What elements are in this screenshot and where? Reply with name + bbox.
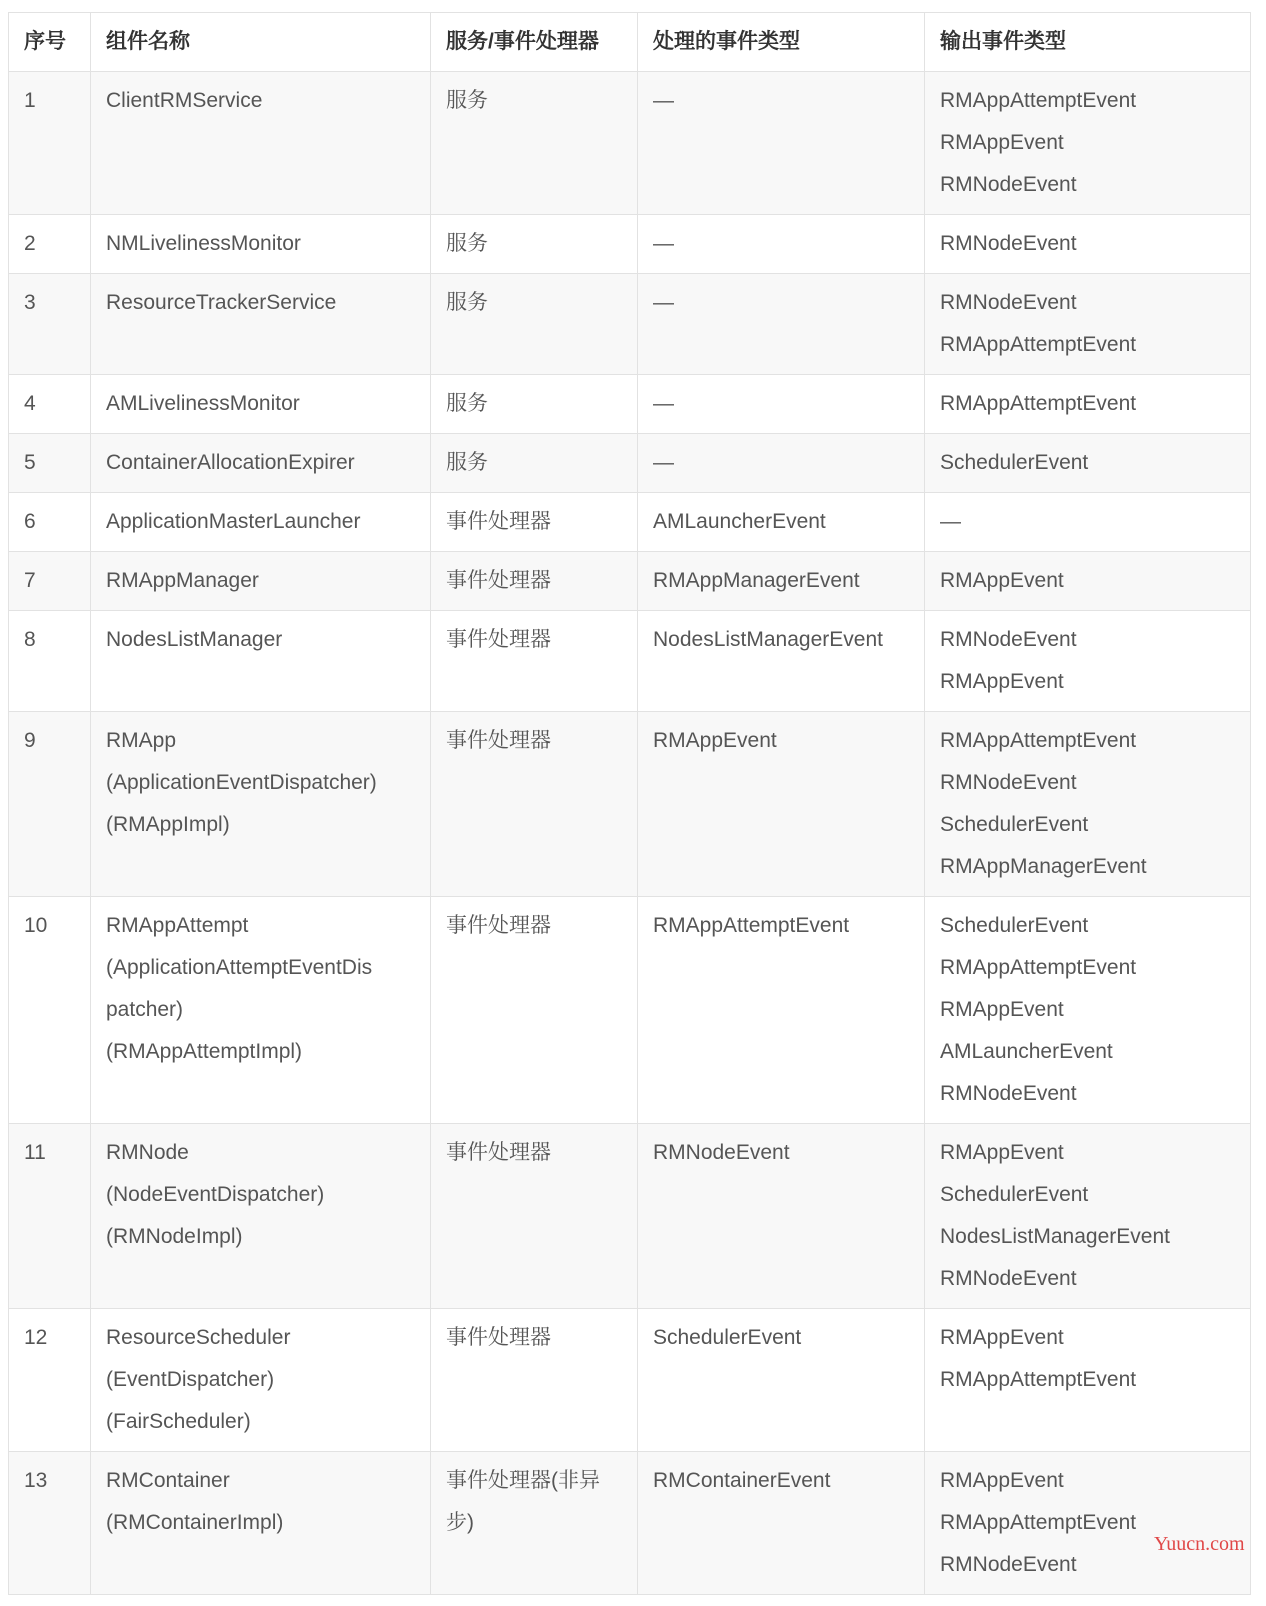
cell-line: RMAppEvent — [940, 998, 1064, 1021]
cell-line: (RMContainerImpl) — [106, 1511, 284, 1534]
table-row — [9, 712, 1251, 897]
cell-no: 9 — [9, 712, 91, 897]
table-header — [9, 13, 1251, 72]
table-row — [9, 375, 1251, 434]
cell-line: RMNodeEvent — [940, 232, 1077, 255]
cell-line: RMAppAttemptEvent — [940, 1368, 1137, 1391]
cell-line: RMAppEvent — [653, 729, 777, 752]
cell-output-event-types — [925, 1452, 1251, 1595]
cell-component-name — [91, 375, 431, 434]
header-output-event-types: 输出事件类型 — [925, 13, 1251, 72]
cell-service-or-handler — [431, 1309, 638, 1452]
cell-line: — — [653, 392, 674, 415]
cell-no: 6 — [9, 493, 91, 552]
cell-line: ClientRMService — [106, 89, 263, 112]
cell-line: 步) — [446, 1511, 474, 1534]
cell-handled-event-types — [638, 72, 925, 215]
cell-no: 3 — [9, 274, 91, 375]
cell-line: NMLivelinessMonitor — [106, 232, 301, 255]
table-row — [9, 1124, 1251, 1309]
header-component-name: 组件名称 — [91, 13, 431, 72]
header-service-or-handler: 服务/事件处理器 — [431, 13, 638, 72]
cell-handled-event-types — [638, 1309, 925, 1452]
table-row — [9, 897, 1251, 1124]
cell-handled-event-types — [638, 274, 925, 375]
cell-no: 12 — [9, 1309, 91, 1452]
cell-output-event-types — [925, 1309, 1251, 1452]
cell-line: ResourceTrackerService — [106, 291, 337, 314]
table-row — [9, 1452, 1251, 1595]
cell-line: — — [653, 89, 674, 112]
cell-line: RMAppAttemptEvent — [940, 956, 1137, 979]
cell-line: SchedulerEvent — [940, 813, 1089, 836]
cell-line: — — [653, 291, 674, 314]
cell-line: NodesListManager — [106, 628, 283, 651]
cell-handled-event-types — [638, 1124, 925, 1309]
cell-service-or-handler — [431, 1452, 638, 1595]
cell-line: SchedulerEvent — [653, 1326, 802, 1349]
cell-line: — — [940, 510, 961, 533]
cell-line: RMAppEvent — [940, 1326, 1064, 1349]
cell-line: AMLivelinessMonitor — [106, 392, 300, 415]
table-row — [9, 1309, 1251, 1452]
cell-line: RMAppAttemptEvent — [940, 1511, 1137, 1534]
cell-output-event-types — [925, 712, 1251, 897]
cell-line: SchedulerEvent — [940, 451, 1089, 474]
cell-handled-event-types — [638, 712, 925, 897]
cell-handled-event-types — [638, 493, 925, 552]
table-row — [9, 274, 1251, 375]
cell-line: 服务 — [446, 232, 488, 255]
cell-line: (NodeEventDispatcher) — [106, 1183, 325, 1206]
cell-component-name — [91, 611, 431, 712]
cell-output-event-types — [925, 375, 1251, 434]
cell-line: RMNode — [106, 1141, 189, 1164]
cell-no: 2 — [9, 215, 91, 274]
cell-component-name — [91, 552, 431, 611]
cell-line: — — [653, 451, 674, 474]
cell-line: RMAppEvent — [940, 670, 1064, 693]
cell-handled-event-types — [638, 215, 925, 274]
cell-line: 事件处理器 — [446, 569, 551, 592]
table-body — [9, 72, 1251, 1595]
cell-line: 服务 — [446, 291, 488, 314]
cell-line: (ApplicationEventDispatcher) — [106, 771, 377, 794]
cell-output-event-types — [925, 611, 1251, 712]
cell-line: 事件处理器(非异 — [446, 1469, 600, 1492]
cell-line: NodesListManagerEvent — [940, 1225, 1170, 1248]
cell-service-or-handler — [431, 72, 638, 215]
cell-no: 8 — [9, 611, 91, 712]
cell-line: RMAppAttemptEvent — [940, 729, 1137, 752]
cell-line: (ApplicationAttemptEventDis — [106, 956, 373, 979]
cell-no: 13 — [9, 1452, 91, 1595]
cell-component-name — [91, 434, 431, 493]
cell-line: RMAppManagerEvent — [940, 855, 1147, 878]
cell-line: RMAppAttemptEvent — [940, 89, 1137, 112]
cell-line: RMNodeEvent — [940, 1553, 1077, 1576]
cell-handled-event-types — [638, 434, 925, 493]
cell-line: RMAppEvent — [940, 1141, 1064, 1164]
cell-no: 4 — [9, 375, 91, 434]
cell-line: — — [653, 232, 674, 255]
table-row — [9, 493, 1251, 552]
cell-line: RMAppAttemptEvent — [653, 914, 850, 937]
cell-component-name — [91, 274, 431, 375]
cell-line: (RMNodeImpl) — [106, 1225, 243, 1248]
cell-line: 事件处理器 — [446, 1141, 551, 1164]
cell-component-name — [91, 1124, 431, 1309]
cell-service-or-handler — [431, 434, 638, 493]
cell-line: RMContainerEvent — [653, 1469, 831, 1492]
header-no: 序号 — [9, 13, 91, 72]
cell-component-name — [91, 215, 431, 274]
cell-output-event-types — [925, 274, 1251, 375]
cell-output-event-types — [925, 552, 1251, 611]
cell-no: 1 — [9, 72, 91, 215]
table-row — [9, 552, 1251, 611]
cell-handled-event-types — [638, 375, 925, 434]
cell-line: (FairScheduler) — [106, 1410, 251, 1433]
watermark-logo: Yuucn.com — [1154, 1533, 1245, 1555]
cell-service-or-handler — [431, 712, 638, 897]
cell-line: RMAppEvent — [940, 1469, 1064, 1492]
cell-line: 服务 — [446, 392, 488, 415]
cell-service-or-handler — [431, 1124, 638, 1309]
cell-line: RMNodeEvent — [940, 771, 1077, 794]
event-components-table — [8, 12, 1251, 1595]
cell-component-name — [91, 1452, 431, 1595]
cell-line: 事件处理器 — [446, 914, 551, 937]
cell-service-or-handler — [431, 493, 638, 552]
cell-line: RMAppManager — [106, 569, 259, 592]
table-row — [9, 215, 1251, 274]
cell-line: SchedulerEvent — [940, 1183, 1089, 1206]
cell-line: RMAppAttempt — [106, 914, 249, 937]
cell-line: 事件处理器 — [446, 510, 551, 533]
cell-handled-event-types — [638, 897, 925, 1124]
cell-output-event-types — [925, 897, 1251, 1124]
cell-line: RMAppEvent — [940, 131, 1064, 154]
header-row — [9, 13, 1251, 72]
cell-service-or-handler — [431, 897, 638, 1124]
cell-component-name — [91, 712, 431, 897]
cell-service-or-handler — [431, 552, 638, 611]
cell-service-or-handler — [431, 375, 638, 434]
cell-line: SchedulerEvent — [940, 914, 1089, 937]
cell-line: RMAppAttemptEvent — [940, 392, 1137, 415]
cell-no: 11 — [9, 1124, 91, 1309]
table-row — [9, 434, 1251, 493]
cell-line: RMAppAttemptEvent — [940, 333, 1137, 356]
cell-handled-event-types — [638, 1452, 925, 1595]
cell-line: AMLauncherEvent — [653, 510, 826, 533]
cell-no: 5 — [9, 434, 91, 493]
cell-line: RMContainer — [106, 1469, 230, 1492]
cell-no: 7 — [9, 552, 91, 611]
cell-line: RMNodeEvent — [940, 1082, 1077, 1105]
cell-handled-event-types — [638, 552, 925, 611]
cell-line: NodesListManagerEvent — [653, 628, 883, 651]
table-row — [9, 72, 1251, 215]
cell-line: RMAppEvent — [940, 569, 1064, 592]
cell-line: AMLauncherEvent — [940, 1040, 1113, 1063]
cell-output-event-types — [925, 1124, 1251, 1309]
cell-line: ContainerAllocationExpirer — [106, 451, 355, 474]
cell-line: (RMAppAttemptImpl) — [106, 1040, 303, 1063]
cell-line: RMNodeEvent — [940, 628, 1077, 651]
cell-no: 10 — [9, 897, 91, 1124]
cell-line: ResourceScheduler — [106, 1326, 291, 1349]
cell-component-name — [91, 493, 431, 552]
cell-line: ApplicationMasterLauncher — [106, 510, 361, 533]
cell-service-or-handler — [431, 274, 638, 375]
cell-line: 服务 — [446, 89, 488, 112]
cell-component-name — [91, 897, 431, 1124]
table-row — [9, 611, 1251, 712]
cell-output-event-types — [925, 72, 1251, 215]
cell-line: RMApp — [106, 729, 177, 752]
header-handled-event-types: 处理的事件类型 — [638, 13, 925, 72]
cell-line: RMNodeEvent — [940, 291, 1077, 314]
cell-line: 事件处理器 — [446, 729, 551, 752]
cell-line: RMAppManagerEvent — [653, 569, 860, 592]
cell-line: RMNodeEvent — [940, 1267, 1077, 1290]
cell-line: RMNodeEvent — [940, 173, 1077, 196]
cell-line: RMNodeEvent — [653, 1141, 790, 1164]
cell-output-event-types — [925, 215, 1251, 274]
cell-line: 事件处理器 — [446, 628, 551, 651]
cell-line: patcher) — [106, 998, 184, 1021]
cell-line: (RMAppImpl) — [106, 813, 230, 836]
cell-line: 服务 — [446, 451, 488, 474]
cell-line: (EventDispatcher) — [106, 1368, 275, 1391]
cell-output-event-types — [925, 493, 1251, 552]
cell-output-event-types — [925, 434, 1251, 493]
cell-line: 事件处理器 — [446, 1326, 551, 1349]
cell-component-name — [91, 72, 431, 215]
cell-handled-event-types — [638, 611, 925, 712]
cell-service-or-handler — [431, 611, 638, 712]
cell-service-or-handler — [431, 215, 638, 274]
cell-component-name — [91, 1309, 431, 1452]
